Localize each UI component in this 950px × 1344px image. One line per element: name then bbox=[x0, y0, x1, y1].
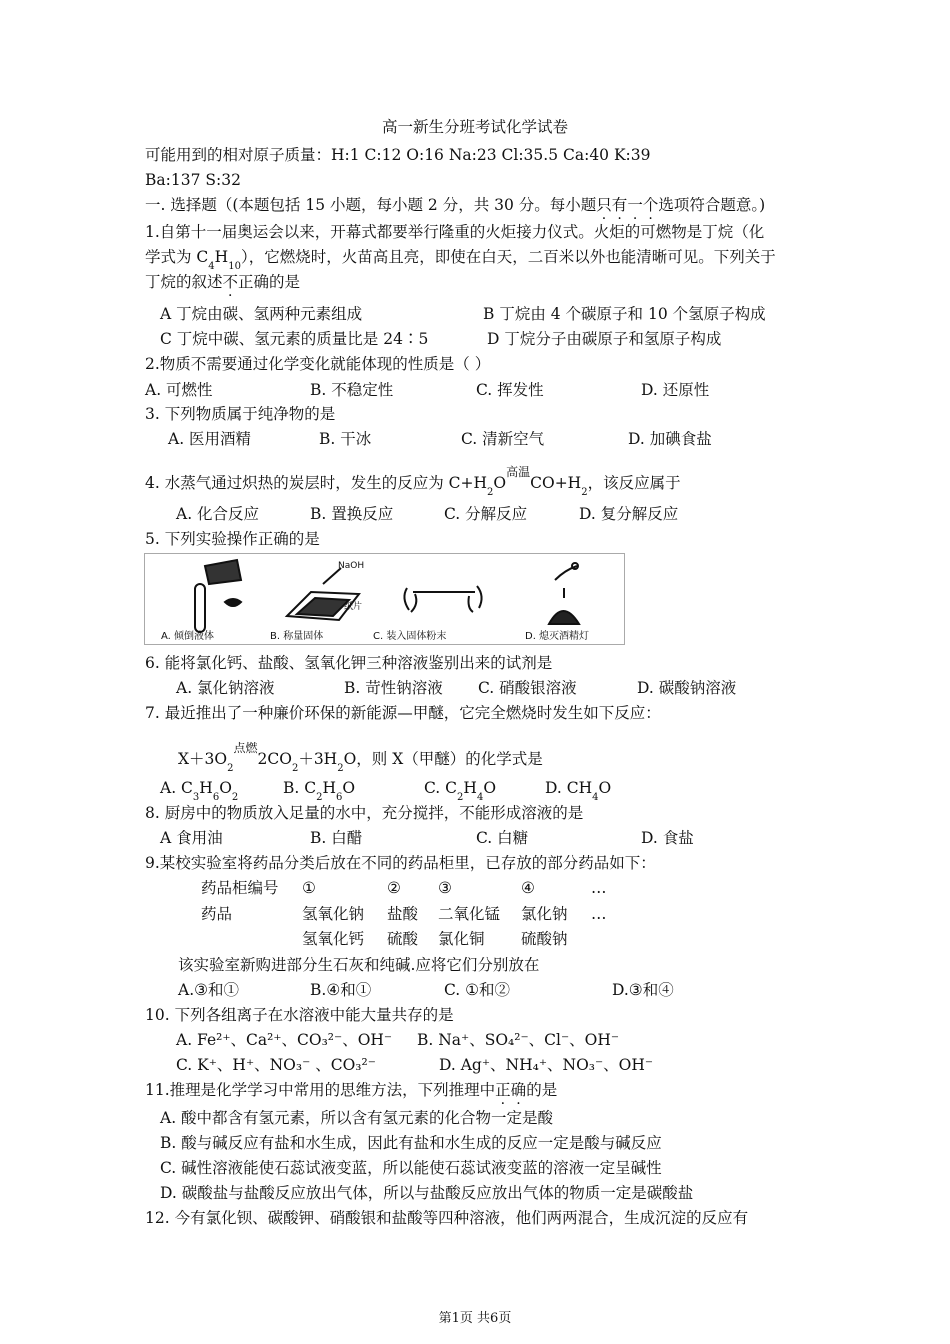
text: O bbox=[342, 779, 356, 797]
option-b: B 丁烷由 4 个碳原子和 10 个氢原子构成 bbox=[483, 305, 766, 323]
cabinet-table-cell: 药品 bbox=[201, 905, 233, 923]
option-c: C. ①和② bbox=[444, 981, 511, 999]
text: CO+H bbox=[530, 474, 582, 492]
cabinet-table-cell: ② bbox=[387, 879, 401, 897]
option-c: C. K⁺、H⁺、NO₃⁻ 、CO₃²⁻ bbox=[176, 1056, 376, 1074]
page-title: 高一新生分班考试化学试卷 bbox=[381, 118, 568, 136]
question-3: 3. 下列物质属于纯净物的是 bbox=[145, 405, 336, 423]
subscript: 4 bbox=[208, 261, 215, 272]
cabinet-table-cell: 氯化铜 bbox=[438, 930, 485, 948]
option-a: A 食用油 bbox=[160, 829, 223, 847]
question-9: 9.某校实验室将药品分类后放在不同的药品柜里，已存放的部分药品如下： bbox=[145, 854, 656, 872]
text: 2CO bbox=[257, 750, 292, 768]
alcohol-lamp-drawing bbox=[549, 563, 579, 624]
option-c: C. 白糖 bbox=[476, 829, 529, 847]
naoh-label: NaOH bbox=[338, 561, 365, 571]
option-a: A. 化合反应 bbox=[176, 505, 260, 523]
option-c: C 丁烷中碳、氢元素的质量比是 24∶5 bbox=[160, 330, 429, 348]
option-d: D. 复分解反应 bbox=[579, 505, 679, 523]
option-b: B. 干冰 bbox=[319, 430, 372, 448]
subscript: 2 bbox=[487, 487, 494, 498]
subscript: 2 bbox=[337, 763, 344, 774]
text: 正确的是 bbox=[238, 273, 301, 291]
option-b bbox=[283, 778, 355, 801]
text: D. CH bbox=[545, 779, 593, 797]
atomic-mass-line: Ba:137 S:32 bbox=[145, 171, 241, 189]
subscript: 6 bbox=[212, 792, 220, 803]
text: H bbox=[199, 779, 213, 797]
text: O bbox=[598, 779, 612, 797]
subscript: 4 bbox=[592, 792, 599, 803]
emphasis-char: 正 bbox=[495, 1081, 511, 1099]
subscript: 2 bbox=[581, 487, 588, 498]
text: H bbox=[322, 779, 337, 797]
cabinet-table-cell: 氯化钠 bbox=[521, 905, 568, 923]
subscript: 2 bbox=[457, 792, 464, 803]
text: C. C bbox=[424, 779, 458, 797]
option-b: B. 苛性钠溶液 bbox=[344, 679, 443, 697]
option-d: D. 碳酸盐与盐酸反应放出气体，所以与盐酸反应放出气体的物质一定是碳酸盐 bbox=[160, 1184, 694, 1202]
option-d: D. 食盐 bbox=[641, 829, 694, 847]
subscript: 6 bbox=[336, 792, 343, 803]
text: 的是 bbox=[526, 1081, 558, 1099]
cabinet-table-cell: 硫酸钠 bbox=[521, 930, 568, 948]
option-b: B. Na⁺、SO₄²⁻、Cl⁻、OH⁻ bbox=[417, 1031, 620, 1049]
option-a: A. 可燃性 bbox=[145, 381, 213, 399]
cabinet-table-cell: 盐酸 bbox=[387, 905, 419, 923]
subscript: 10 bbox=[228, 261, 241, 272]
option-b: B. 不稳定性 bbox=[310, 381, 394, 399]
subscript: 4 bbox=[476, 792, 484, 803]
subscript: 2 bbox=[316, 792, 323, 803]
question-7: 7. 最近推出了一种廉价环保的新能源—甲醚，它完全燃烧时发生如下反应： bbox=[145, 704, 661, 722]
page-footer: 第1页 共6页 bbox=[438, 1311, 512, 1326]
option-b: B. 白醋 bbox=[310, 829, 363, 847]
cabinet-table-cell: … bbox=[591, 905, 607, 923]
cabinet-table-cell: 硫酸 bbox=[387, 930, 419, 948]
figure-caption-d: D. 熄灭酒精灯 bbox=[525, 631, 590, 642]
option-d: D. 碳酸钠溶液 bbox=[637, 679, 737, 697]
option-b: B. 酸与碱反应有盐和水生成，因此有盐和水生成的反应一定是酸与碱反应 bbox=[160, 1134, 662, 1152]
text: 4. 水蒸气通过炽热的炭层时，发生的反应为 C+H bbox=[145, 474, 488, 492]
figure-caption-a: A. 倾倒液体 bbox=[161, 631, 215, 642]
adding-powder-drawing bbox=[404, 586, 481, 612]
cabinet-table-cell: ③ bbox=[438, 879, 452, 897]
text: ），它燃烧时，火苗高且亮，即使在白天，二百米以外也能清晰可见。下列关于 bbox=[240, 248, 776, 266]
option-d: D.③和④ bbox=[612, 981, 674, 999]
section-text: 一. 选择题（(本题包括 15 小题，每小题 2 分，共 30 分。每小题 bbox=[145, 196, 597, 214]
cabinet-table-cell: 氢氧化钠 bbox=[302, 905, 365, 923]
question-2: 2.物质不需要通过化学变化就能体现的性质是（ ） bbox=[145, 355, 491, 373]
figure-caption-c: C. 装入固体粉末 bbox=[373, 631, 447, 642]
question-6: 6. 能将氯化钙、盐酸、氢氧化钾三种溶液鉴别出来的试剂是 bbox=[145, 654, 553, 672]
text: 11.推理是化学学习中常用的思维方法，下列推理中 bbox=[145, 1081, 496, 1099]
paper-label: 纸片 bbox=[344, 602, 363, 612]
option-d: D. 还原性 bbox=[641, 381, 710, 399]
reaction-condition: 高温 bbox=[506, 465, 531, 479]
text: X＋3O bbox=[178, 750, 228, 768]
option-d: D. 加碘食盐 bbox=[628, 430, 712, 448]
emphasis-char: 有 bbox=[611, 196, 628, 214]
pouring-liquid-drawing bbox=[195, 560, 241, 632]
question-9-tail: 该实验室新购进部分生石灰和纯碱.应将它们分别放在 bbox=[178, 956, 540, 974]
option-a: A. 酸中都含有氢元素，所以含有氢元素的化合物一定是酸 bbox=[160, 1109, 554, 1127]
text: O bbox=[493, 474, 507, 492]
option-c: C. 分解反应 bbox=[444, 505, 528, 523]
subscript: 2 bbox=[227, 763, 234, 774]
question-4 bbox=[145, 465, 681, 498]
emphasis-char: 一 bbox=[627, 196, 643, 214]
option-a: A. 氯化钠溶液 bbox=[176, 679, 275, 697]
question-8: 8. 厨房中的物质放入足量的水中，充分搅拌，不能形成溶液的是 bbox=[145, 804, 584, 822]
cabinet-table-cell: ④ bbox=[521, 879, 535, 897]
option-c: C. 清新空气 bbox=[461, 430, 545, 448]
weighing-solid-drawing bbox=[287, 568, 359, 620]
option-a: A. 医用酒精 bbox=[168, 430, 252, 448]
question-1: 1.自第十一届奥运会以来，开幕式都要举行隆重的火炬接力仪式。火炬的可燃物是丁烷（化 bbox=[145, 223, 765, 241]
cabinet-table-cell: … bbox=[591, 879, 607, 897]
text: O bbox=[219, 779, 232, 797]
cabinet-table-header: 药品柜编号 bbox=[201, 879, 279, 897]
option-a: A 丁烷由碳、氢两种元素组成 bbox=[160, 305, 363, 323]
question-5: 5. 下列实验操作正确的是 bbox=[145, 530, 320, 548]
option-a: A. Fe²⁺、Ca²⁺、CO₃²⁻、OH⁻ bbox=[176, 1031, 393, 1049]
text: O，则 X（甲醚）的化学式是 bbox=[343, 750, 543, 768]
subscript: 3 bbox=[192, 792, 200, 803]
option-c: C. 挥发性 bbox=[476, 381, 544, 399]
figure-caption-b: B. 称量固体 bbox=[270, 631, 324, 642]
question-1-line3 bbox=[145, 272, 300, 292]
cabinet-table-cell: ① bbox=[302, 879, 316, 897]
option-d: D. Ag⁺、NH₄⁺、NO₃⁻、OH⁻ bbox=[439, 1056, 654, 1074]
option-a: A.③和① bbox=[178, 981, 240, 999]
reaction-condition: 点燃 bbox=[233, 741, 258, 755]
option-c: C. 硝酸银溶液 bbox=[478, 679, 577, 697]
atomic-mass-line: 可能用到的相对原子质量：H:1 C:12 O:16 Na:23 Cl:35.5 Ca:40 K:39 bbox=[145, 146, 651, 164]
question-10: 10. 下列各组离子在水溶液中能大量共存的是 bbox=[145, 1006, 454, 1024]
option-c: C. 碱性溶液能使石蕊试液变蓝，所以能使石蕊试液变蓝的溶液一定呈碱性 bbox=[160, 1159, 662, 1177]
question-11 bbox=[145, 1080, 557, 1100]
question-1-line2 bbox=[145, 247, 776, 270]
text: A. C bbox=[160, 779, 193, 797]
section-text: 选项符合题意。) bbox=[658, 196, 766, 214]
emphasis-char: 个 bbox=[642, 196, 659, 214]
option-a bbox=[160, 778, 238, 801]
emphasis-char: 只 bbox=[596, 196, 612, 214]
subscript: 2 bbox=[291, 763, 299, 774]
option-c bbox=[424, 778, 496, 801]
section-heading bbox=[145, 195, 765, 215]
option-d bbox=[545, 778, 611, 801]
text: H bbox=[214, 248, 229, 266]
text: B. C bbox=[283, 779, 317, 797]
text: 丁烷的叙述 bbox=[145, 273, 223, 291]
question-7-equation bbox=[178, 741, 543, 774]
cabinet-table-cell: 二氧化锰 bbox=[438, 905, 501, 923]
option-d: D 丁烷分子由碳原子和氢原子构成 bbox=[487, 330, 722, 348]
cabinet-table-cell: 氢氧化钙 bbox=[302, 930, 365, 948]
option-b: B. 置换反应 bbox=[310, 505, 394, 523]
text: ＋3H bbox=[298, 750, 338, 768]
text: H bbox=[463, 779, 477, 797]
text: ，该反应属于 bbox=[587, 474, 681, 492]
emphasis-char: 不 bbox=[222, 273, 239, 291]
emphasis-char: 确 bbox=[510, 1081, 527, 1099]
lab-operations-figure bbox=[144, 553, 625, 645]
subscript: 2 bbox=[231, 792, 239, 803]
question-12: 12. 今有氯化钡、碳酸钾、硝酸银和盐酸等四种溶液，他们两两混合，生成沉淀的反应有 bbox=[145, 1209, 749, 1227]
text: 学式为 C bbox=[145, 248, 209, 266]
option-b: B.④和① bbox=[310, 981, 372, 999]
text: O bbox=[483, 779, 497, 797]
